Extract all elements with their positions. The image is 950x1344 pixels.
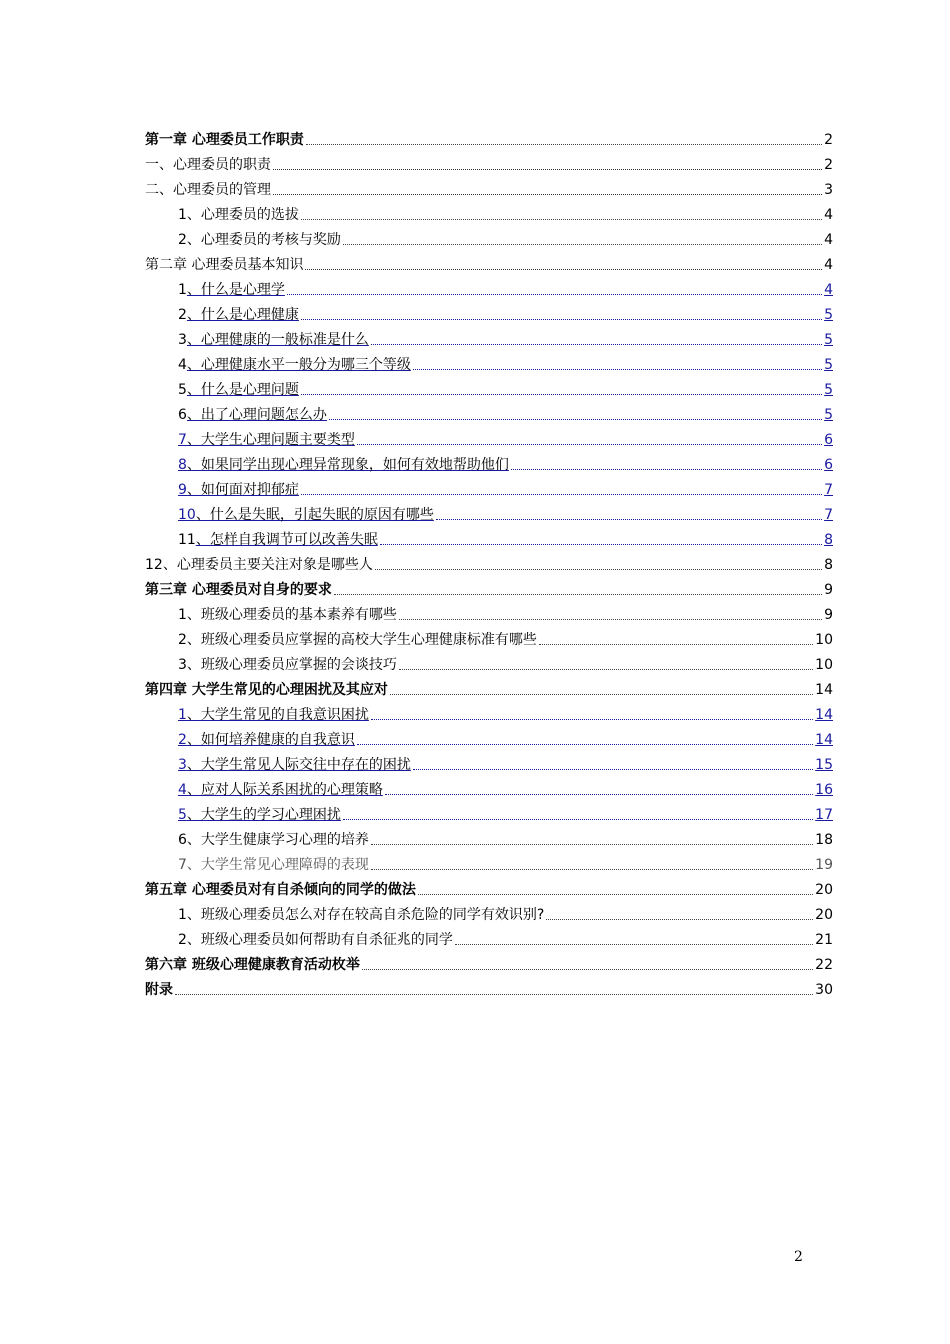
toc-entry-number: 1 bbox=[178, 282, 187, 298]
toc-entry-label bbox=[178, 706, 369, 724]
toc-entry-text: 、应对人际关系困扰的心理策略 bbox=[186, 782, 383, 798]
toc-entry-number: 5 bbox=[178, 382, 187, 398]
toc-leader-dots bbox=[371, 343, 822, 345]
toc-entry-text: 、班级心理委员如何帮助有自杀征兆的同学 bbox=[186, 932, 453, 948]
toc-entry bbox=[145, 649, 833, 674]
toc-entry bbox=[145, 149, 833, 174]
toc-entry-label bbox=[178, 356, 411, 374]
toc-entry-page: 14 bbox=[815, 682, 833, 698]
toc-entry bbox=[145, 224, 833, 249]
toc-entry-text: 、如何培养健康的自我意识 bbox=[186, 732, 355, 748]
toc-entry-page: 17 bbox=[815, 807, 833, 823]
toc-entry-page: 3 bbox=[824, 182, 833, 198]
toc-entry[interactable] bbox=[145, 274, 833, 299]
toc-entry-page: 14 bbox=[815, 707, 833, 723]
toc-entry-number[interactable]: 8 bbox=[178, 457, 187, 473]
toc-entry-number: 3 bbox=[178, 332, 187, 348]
toc-entry-page: 2 bbox=[824, 157, 833, 173]
toc-entry-number[interactable]: 9 bbox=[178, 482, 187, 498]
toc-entry-label bbox=[145, 181, 271, 199]
toc-entry[interactable] bbox=[145, 774, 833, 799]
toc-entry-page: 4 bbox=[824, 282, 833, 298]
toc-entry-text: 、班级心理委员怎么对存在较高自杀危险的同学有效识别? bbox=[186, 907, 545, 923]
toc-entry-number: 3 bbox=[178, 657, 187, 673]
toc-leader-dots bbox=[399, 618, 822, 620]
toc-leader-dots bbox=[357, 443, 822, 445]
toc-entry-number: 1 bbox=[178, 207, 187, 223]
toc-entry-label bbox=[145, 981, 173, 999]
toc-entry bbox=[145, 949, 833, 974]
toc-entry-number: 4 bbox=[178, 357, 187, 373]
toc-entry-label bbox=[178, 481, 299, 499]
toc-leader-dots bbox=[301, 493, 822, 495]
toc-entry-text: 一、心理委员的职责 bbox=[145, 157, 271, 173]
toc-leader-dots bbox=[511, 468, 822, 470]
toc-entry-label bbox=[178, 756, 411, 774]
toc-entry-page: 19 bbox=[815, 857, 833, 873]
toc-entry-number: 6 bbox=[178, 407, 187, 423]
toc-entry-page: 5 bbox=[824, 307, 833, 323]
toc-entry-number: 2 bbox=[178, 932, 187, 948]
toc-leader-dots bbox=[273, 168, 822, 170]
toc-entry[interactable] bbox=[145, 499, 833, 524]
toc-entry-label bbox=[178, 281, 285, 299]
toc-entry-label bbox=[178, 231, 341, 249]
toc-entry-label bbox=[178, 781, 383, 799]
toc-entry-page: 2 bbox=[824, 132, 833, 148]
toc-entry-page: 5 bbox=[824, 407, 833, 423]
toc-entry-text: 第三章 心理委员对自身的要求 bbox=[145, 582, 332, 598]
toc-entry-label bbox=[178, 206, 299, 224]
toc-entry bbox=[145, 849, 833, 874]
toc-entry-label bbox=[178, 656, 397, 674]
toc-entry-label bbox=[178, 731, 355, 749]
toc-leader-dots bbox=[418, 893, 813, 895]
toc-leader-dots bbox=[380, 543, 822, 545]
toc-entry-text: 第五章 心理委员对有自杀倾向的同学的做法 bbox=[145, 882, 416, 898]
toc-entry[interactable] bbox=[145, 349, 833, 374]
toc-leader-dots bbox=[399, 668, 813, 670]
toc-entry-page: 4 bbox=[824, 257, 833, 273]
toc-entry-text: 第六章 班级心理健康教育活动枚举 bbox=[145, 957, 360, 973]
toc-entry-page: 10 bbox=[815, 657, 833, 673]
toc-entry-number: 11 bbox=[178, 532, 196, 548]
toc-entry-text: 、出了心理问题怎么办 bbox=[186, 407, 327, 423]
toc-entry-text: 、心理委员的选拔 bbox=[186, 207, 299, 223]
page-number: 2 bbox=[794, 1249, 803, 1265]
toc-entry-text: 、班级心理委员的基本素养有哪些 bbox=[186, 607, 397, 623]
toc-entry-label bbox=[145, 881, 416, 899]
toc-entry-number[interactable]: 7 bbox=[178, 432, 187, 448]
toc-entry-page: 14 bbox=[815, 732, 833, 748]
toc-entry-number: 2 bbox=[178, 307, 187, 323]
toc-entry-page: 18 bbox=[815, 832, 833, 848]
toc-entry-label bbox=[178, 406, 327, 424]
toc-entry-page: 7 bbox=[824, 507, 833, 523]
toc-entry bbox=[145, 199, 833, 224]
toc-entry-text: 、心理委员主要关注对象是哪些人 bbox=[162, 557, 373, 573]
toc-entry-label bbox=[178, 806, 341, 824]
toc-entry-label bbox=[178, 331, 369, 349]
toc-entry-page: 9 bbox=[824, 582, 833, 598]
toc-entry-page: 5 bbox=[824, 382, 833, 398]
toc-entry[interactable] bbox=[145, 299, 833, 324]
toc-leader-dots bbox=[413, 368, 822, 370]
toc-entry-label bbox=[145, 956, 360, 974]
toc-entry-number: 1 bbox=[178, 607, 187, 623]
toc-entry-number: 7 bbox=[178, 857, 187, 873]
toc-entry[interactable] bbox=[145, 524, 833, 549]
toc-leader-dots bbox=[175, 993, 813, 995]
toc-entry-page: 16 bbox=[815, 782, 833, 798]
toc-entry-label bbox=[178, 631, 537, 649]
toc-entry-number[interactable]: 2 bbox=[178, 732, 187, 748]
toc-entry[interactable] bbox=[145, 474, 833, 499]
toc-entry[interactable] bbox=[145, 699, 833, 724]
toc-entry[interactable] bbox=[145, 724, 833, 749]
toc-entry-label bbox=[178, 906, 544, 924]
toc-leader-dots bbox=[357, 743, 813, 745]
toc-entry-text: 、心理健康的一般标准是什么 bbox=[186, 332, 369, 348]
toc-entry-label bbox=[178, 506, 434, 524]
toc-entry bbox=[145, 874, 833, 899]
toc-leader-dots bbox=[334, 593, 822, 595]
toc-entry bbox=[145, 974, 833, 999]
toc-leader-dots bbox=[306, 143, 822, 145]
toc-entry-text: 二、心理委员的管理 bbox=[145, 182, 271, 198]
toc-entry-page: 5 bbox=[824, 332, 833, 348]
toc-entry-label bbox=[145, 256, 303, 274]
toc-entry-text: 、班级心理委员应掌握的高校大学生心理健康标准有哪些 bbox=[186, 632, 537, 648]
toc-leader-dots bbox=[301, 393, 822, 395]
toc-entry-number: 6 bbox=[178, 832, 187, 848]
toc-entry bbox=[145, 899, 833, 924]
toc-entry-label bbox=[178, 831, 369, 849]
toc-entry[interactable] bbox=[145, 799, 833, 824]
toc-entry[interactable] bbox=[145, 324, 833, 349]
toc-entry bbox=[145, 924, 833, 949]
toc-entry-page: 8 bbox=[824, 532, 833, 548]
toc-entry-number: 2 bbox=[178, 232, 187, 248]
toc-leader-dots bbox=[390, 693, 813, 695]
toc-entry bbox=[145, 824, 833, 849]
toc-entry-text: 、怎样自我调节可以改善失眠 bbox=[195, 532, 378, 548]
toc-entry-text: 、如何面对抑郁症 bbox=[186, 482, 299, 498]
toc-leader-dots bbox=[273, 193, 822, 195]
toc-entry-page: 20 bbox=[815, 882, 833, 898]
toc-entry bbox=[145, 174, 833, 199]
toc-entry[interactable] bbox=[145, 424, 833, 449]
toc-leader-dots bbox=[343, 243, 822, 245]
table-of-contents bbox=[145, 124, 833, 999]
toc-entry-text: 、什么是失眠，引起失眠的原因有哪些 bbox=[195, 507, 434, 523]
toc-entry-label bbox=[178, 456, 509, 474]
toc-leader-dots bbox=[385, 793, 813, 795]
toc-entry-page: 20 bbox=[815, 907, 833, 923]
toc-leader-dots bbox=[371, 718, 813, 720]
toc-entry-number[interactable]: 3 bbox=[178, 757, 187, 773]
toc-entry-number: 12 bbox=[145, 557, 163, 573]
toc-leader-dots bbox=[305, 268, 822, 270]
toc-entry-number: 1 bbox=[178, 907, 187, 923]
toc-entry bbox=[145, 574, 833, 599]
toc-leader-dots bbox=[546, 918, 813, 920]
toc-leader-dots bbox=[413, 768, 813, 770]
toc-entry-text: 第四章 大学生常见的心理困扰及其应对 bbox=[145, 682, 388, 698]
toc-entry-text: 附录 bbox=[145, 982, 173, 998]
toc-leader-dots bbox=[539, 643, 813, 645]
toc-leader-dots bbox=[362, 968, 813, 970]
toc-entry-text: 第一章 心理委员工作职责 bbox=[145, 132, 304, 148]
toc-entry-text: 、大学生的学习心理困扰 bbox=[186, 807, 341, 823]
toc-entry-page: 22 bbox=[815, 957, 833, 973]
toc-entry-text: 、大学生心理问题主要类型 bbox=[186, 432, 355, 448]
toc-leader-dots bbox=[371, 868, 813, 870]
toc-leader-dots bbox=[329, 418, 822, 420]
toc-entry-page: 10 bbox=[815, 632, 833, 648]
toc-entry-number[interactable]: 5 bbox=[178, 807, 187, 823]
toc-leader-dots bbox=[371, 843, 813, 845]
toc-entry-label bbox=[178, 431, 355, 449]
toc-entry-text: 、什么是心理学 bbox=[186, 282, 285, 298]
toc-entry-text: 、大学生常见的自我意识困扰 bbox=[186, 707, 369, 723]
toc-entry-page: 6 bbox=[824, 432, 833, 448]
toc-leader-dots bbox=[375, 568, 822, 570]
toc-entry-label bbox=[178, 931, 453, 949]
toc-leader-dots bbox=[301, 218, 822, 220]
toc-entry[interactable] bbox=[145, 399, 833, 424]
toc-entry-number[interactable]: 4 bbox=[178, 782, 187, 798]
toc-entry-label bbox=[145, 681, 388, 699]
toc-leader-dots bbox=[455, 943, 813, 945]
toc-leader-dots bbox=[287, 293, 822, 295]
toc-entry-page: 5 bbox=[824, 357, 833, 373]
toc-entry-number: 2 bbox=[178, 632, 187, 648]
toc-entry-label bbox=[178, 606, 397, 624]
toc-entry-page: 15 bbox=[815, 757, 833, 773]
toc-entry-page: 7 bbox=[824, 482, 833, 498]
toc-entry[interactable] bbox=[145, 749, 833, 774]
toc-entry-text: 、心理健康水平一般分为哪三个等级 bbox=[186, 357, 411, 373]
toc-entry bbox=[145, 249, 833, 274]
toc-entry-text: 、大学生常见心理障碍的表现 bbox=[186, 857, 369, 873]
toc-entry-label bbox=[145, 556, 373, 574]
toc-entry bbox=[145, 674, 833, 699]
toc-entry-page: 8 bbox=[824, 557, 833, 573]
toc-entry-page: 6 bbox=[824, 457, 833, 473]
toc-entry-text: 、心理委员的考核与奖励 bbox=[186, 232, 341, 248]
toc-entry-page: 21 bbox=[815, 932, 833, 948]
toc-entry bbox=[145, 624, 833, 649]
toc-entry-text: 、什么是心理健康 bbox=[186, 307, 299, 323]
toc-entry-page: 4 bbox=[824, 207, 833, 223]
toc-entry-label bbox=[145, 581, 332, 599]
toc-entry-page: 4 bbox=[824, 232, 833, 248]
toc-entry-page: 9 bbox=[824, 607, 833, 623]
toc-entry bbox=[145, 599, 833, 624]
toc-entry-text: 第二章 心理委员基本知识 bbox=[145, 257, 304, 273]
toc-entry-label bbox=[145, 131, 304, 149]
toc-entry-number[interactable]: 10 bbox=[178, 507, 196, 523]
toc-entry-page: 30 bbox=[815, 982, 833, 998]
toc-entry-label bbox=[178, 531, 378, 549]
toc-entry-text: 、如果同学出现心理异常现象，如何有效地帮助他们 bbox=[186, 457, 509, 473]
toc-entry-label bbox=[178, 856, 369, 874]
toc-entry bbox=[145, 124, 833, 149]
toc-entry[interactable] bbox=[145, 374, 833, 399]
toc-entry-text: 、大学生健康学习心理的培养 bbox=[186, 832, 369, 848]
toc-entry-text: 、什么是心理问题 bbox=[186, 382, 299, 398]
toc-entry-text: 、大学生常见人际交往中存在的困扰 bbox=[186, 757, 411, 773]
toc-leader-dots bbox=[436, 518, 822, 520]
toc-entry-label bbox=[178, 306, 299, 324]
toc-entry-text: 、班级心理委员应掌握的会谈技巧 bbox=[186, 657, 397, 673]
toc-leader-dots bbox=[301, 318, 822, 320]
toc-entry-label bbox=[178, 381, 299, 399]
toc-entry-label bbox=[145, 156, 271, 174]
toc-entry[interactable] bbox=[145, 449, 833, 474]
toc-entry bbox=[145, 549, 833, 574]
toc-leader-dots bbox=[343, 818, 813, 820]
toc-entry-number[interactable]: 1 bbox=[178, 707, 187, 723]
